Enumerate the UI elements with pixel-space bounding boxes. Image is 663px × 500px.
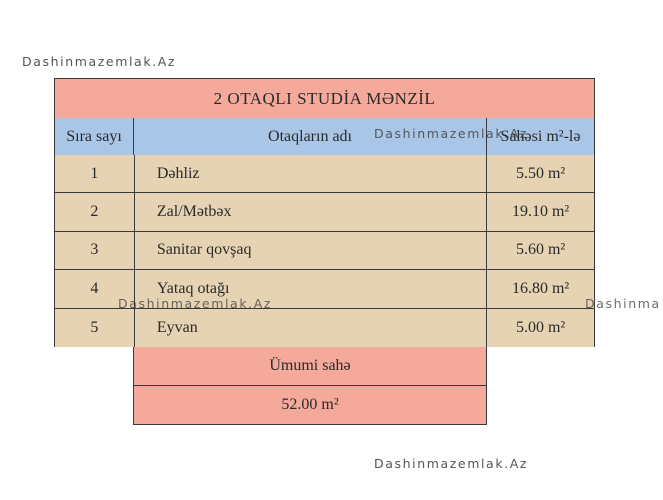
row-room-name: Eyvan (135, 309, 487, 347)
watermark-text: Dashinmazemlak.Az (118, 296, 273, 311)
header-area: Sahəsi m²-lə (500, 127, 581, 145)
row-index: 5 (55, 309, 135, 347)
row-area: 16.80 m² (511, 279, 570, 297)
row-room-name: Sanitar qovşaq (135, 232, 487, 269)
table-body (55, 155, 594, 347)
row-index: 4 (55, 270, 135, 307)
table-title: 2 OTAQLI STUDİA MƏNZİL (55, 79, 594, 119)
table-row (55, 155, 594, 193)
row-room-name: Dəhliz (135, 155, 487, 192)
table-row (55, 309, 594, 347)
row-index: 3 (55, 232, 135, 269)
watermark-text: Dashinmazemlak.Az (22, 54, 177, 69)
header-room-name: Otaqların adı (134, 118, 487, 155)
total-area-box (133, 347, 487, 425)
row-room-name: Yataq otağı (135, 270, 487, 307)
row-room-name: Zal/Mətbəx (135, 193, 487, 230)
watermark-text: Dashinma (585, 296, 661, 311)
total-area-label: Ümumi sahə (134, 347, 486, 386)
row-area: 5.50 m² (515, 164, 566, 182)
row-area: 19.10 m² (511, 203, 570, 221)
table-row (55, 193, 594, 231)
row-area: 5.00 m² (515, 318, 566, 336)
header-index: Sıra sayı (55, 118, 134, 155)
row-index: 2 (55, 193, 135, 230)
watermark-text: Dashinmazemlak.Az (374, 126, 529, 141)
watermark-text: Dashinmazemlak.Az (374, 456, 529, 471)
row-area: 5.60 m² (515, 241, 566, 259)
table-row (55, 232, 594, 270)
row-index: 1 (55, 155, 135, 192)
total-area-value: 52.00 m² (281, 396, 339, 413)
